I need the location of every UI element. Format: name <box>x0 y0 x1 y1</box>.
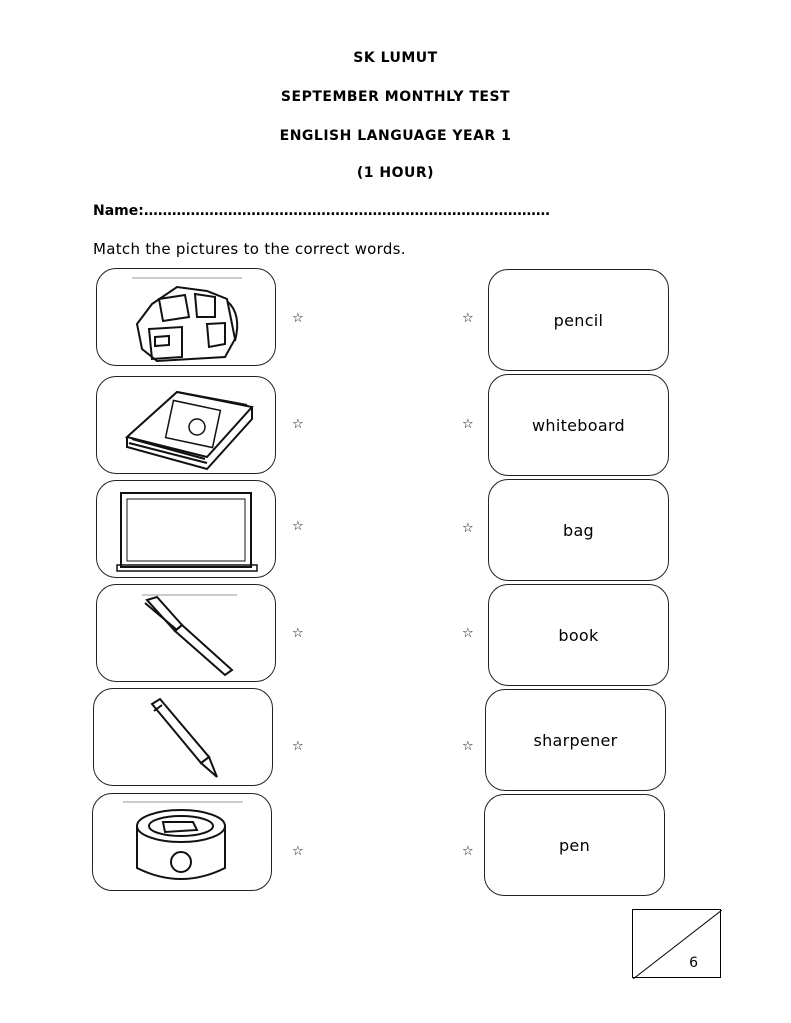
word-box-5 <box>485 689 666 791</box>
subject-title: ENGLISH LANGUAGE YEAR 1 <box>279 128 512 144</box>
page-number-box <box>632 909 721 978</box>
word-label: book <box>558 625 599 645</box>
word-box-3 <box>488 479 669 581</box>
bag-icon <box>97 269 277 367</box>
word-box-4 <box>488 584 669 686</box>
match-dot-right-3[interactable]: ☆ <box>462 521 474 536</box>
word-box-2 <box>488 374 669 476</box>
match-dot-right-1[interactable]: ☆ <box>462 311 474 326</box>
match-dot-right-4[interactable]: ☆ <box>462 626 474 641</box>
word-box-1 <box>488 269 669 371</box>
page-number: 6 <box>689 955 698 971</box>
test-title: SEPTEMBER MONTHLY TEST <box>280 89 511 105</box>
sharpener-icon <box>93 794 273 892</box>
school-name: SK LUMUT <box>353 50 438 66</box>
match-dot-left-4[interactable]: ☆ <box>292 626 304 641</box>
picture-box-pencil <box>93 688 273 786</box>
pen-icon <box>97 585 277 683</box>
word-label: whiteboard <box>532 415 625 435</box>
match-dot-right-5[interactable]: ☆ <box>462 739 474 754</box>
word-label: pen <box>558 835 591 855</box>
whiteboard-icon <box>97 481 277 579</box>
picture-box-whiteboard <box>96 480 276 578</box>
word-label: bag <box>562 520 595 540</box>
picture-box-sharpener <box>92 793 272 891</box>
match-dot-right-6[interactable]: ☆ <box>462 844 474 859</box>
word-label: pencil <box>553 310 604 330</box>
name-field[interactable]: Name:…………………………………………………………………………… <box>93 203 550 219</box>
diagonal-line <box>633 910 722 979</box>
pencil-icon <box>94 689 274 787</box>
match-dot-left-6[interactable]: ☆ <box>292 844 304 859</box>
match-dot-left-2[interactable]: ☆ <box>292 417 304 432</box>
word-label: sharpener <box>533 730 618 750</box>
instruction-text: Match the pictures to the correct words. <box>93 240 406 258</box>
match-dot-left-1[interactable]: ☆ <box>292 311 304 326</box>
picture-box-bag <box>96 268 276 366</box>
test-duration: (1 HOUR) <box>356 165 435 181</box>
word-box-6 <box>484 794 665 896</box>
book-icon <box>97 377 277 475</box>
match-dot-right-2[interactable]: ☆ <box>462 417 474 432</box>
picture-box-book <box>96 376 276 474</box>
match-dot-left-5[interactable]: ☆ <box>292 739 304 754</box>
match-dot-left-3[interactable]: ☆ <box>292 519 304 534</box>
picture-box-pen <box>96 584 276 682</box>
